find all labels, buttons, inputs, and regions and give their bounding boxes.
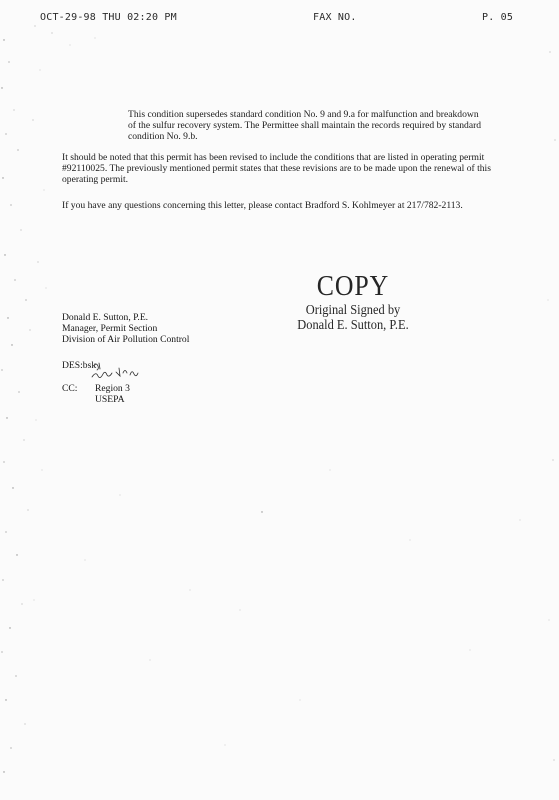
cc-recipient: Region 3 [95,383,130,394]
signature-block [62,312,189,345]
fax-date-time: OCT-29-98 THU 02:20 PM [40,12,177,23]
signer-title: Manager, Permit Section [62,323,158,334]
copy-stamp-signer-name: Donald E. Sutton, P.E. [297,317,409,332]
revision-note-paragraph: It should be noted that this permit has been revised to include the conditions that are listed in operating permit #92110025. The previously mentioned permit states that these revisions are to be made upon the renewal of this operating permit. [62,152,491,185]
fax-header [0,12,559,28]
cc-recipients [95,383,130,405]
copy-stamp-word: COPY [316,271,390,302]
handwritten-initials-mark [90,360,150,384]
cc-label: CC: [62,383,78,394]
condition-paragraph: This condition supersedes standard condition No. 9 and 9.a for malfunction and breakdown of the sulfur recovery system. The Permittee shall maintain the records required by standard condition No. 9.b. [128,109,482,142]
signer-name: Donald E. Sutton, P.E. [62,312,149,323]
fax-page-number: P. 05 [482,12,514,23]
fax-number-label: FAX NO. [313,12,357,23]
copy-stamp-signed-line: Original Signed by [305,302,401,317]
typist-initials: DES:bsk [62,360,97,371]
contact-paragraph: If you have any questions concerning this letter, please contact Bradford S. Kohlmeyer at 217/782-2113. [62,200,463,211]
cc-recipient: USEPA [95,394,125,405]
signer-division: Division of Air Pollution Control [62,334,190,345]
copy-stamp [278,272,428,332]
